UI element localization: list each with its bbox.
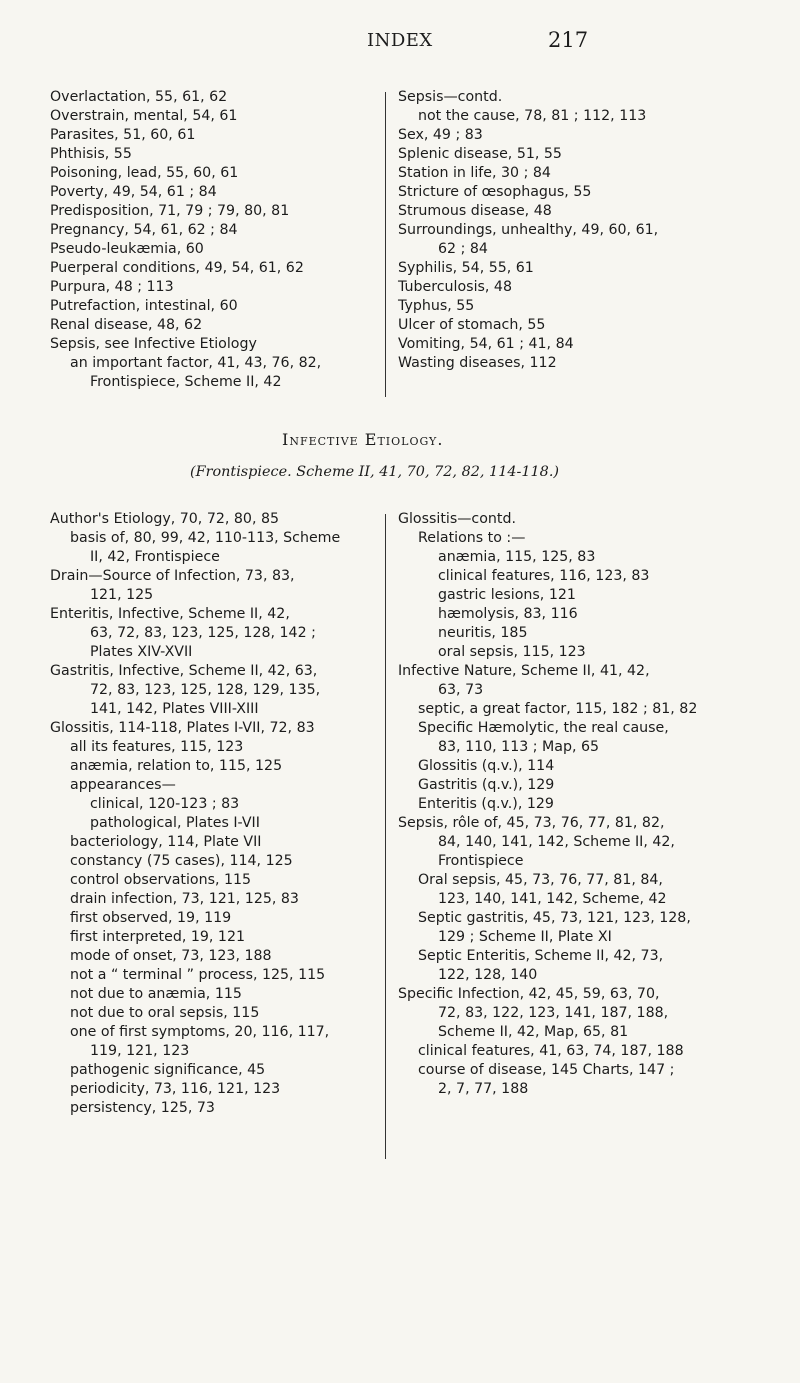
index-entry: Stricture of œsophagus, 55: [398, 184, 592, 200]
index-entry: hæmolysis, 83, 116: [438, 606, 578, 622]
index-entry: Glossitis (q.v.), 114: [418, 758, 555, 774]
index-entry: not due to anæmia, 115: [70, 986, 242, 1002]
index-entry: Typhus, 55: [398, 298, 475, 314]
index-entry: Splenic disease, 51, 55: [398, 146, 562, 162]
index-entry: clinical features, 41, 63, 74, 187, 188: [418, 1043, 684, 1059]
index-entry: Purpura, 48 ; 113: [50, 279, 174, 295]
index-entry: septic, a great factor, 115, 182 ; 81, 82: [418, 701, 698, 717]
index-entry: 123, 140, 141, 142, Scheme, 42: [438, 891, 667, 907]
index-entry: clinical features, 116, 123, 83: [438, 568, 650, 584]
page-header: [0, 28, 800, 58]
index-entry: Infective Nature, Scheme II, 41, 42,: [398, 663, 650, 679]
index-entry: Overlactation, 55, 61, 62: [50, 89, 228, 105]
index-column-top-left: [50, 88, 321, 392]
index-entry: II, 42, Frontispiece: [90, 549, 220, 565]
index-entry: Oral sepsis, 45, 73, 76, 77, 81, 84,: [418, 872, 663, 888]
index-entry: Vomiting, 54, 61 ; 41, 84: [398, 336, 574, 352]
index-entry: Scheme II, 42, Map, 65, 81: [438, 1024, 629, 1040]
section-subheading: (Frontispiece. Scheme II, 41, 70, 72, 82, 114-118.): [190, 464, 560, 480]
index-entry: Strumous disease, 48: [398, 203, 552, 219]
index-entry: Sepsis, see Infective Etiology: [50, 336, 257, 352]
column-divider-top: [385, 92, 386, 397]
index-entry: Wasting diseases, 112: [398, 355, 557, 371]
index-entry: Renal disease, 48, 62: [50, 317, 203, 333]
index-entry: Poverty, 49, 54, 61 ; 84: [50, 184, 217, 200]
index-entry: anæmia, relation to, 115, 125: [70, 758, 283, 774]
index-entry: Gastritis (q.v.), 129: [418, 777, 555, 793]
index-entry: anæmia, 115, 125, 83: [438, 549, 596, 565]
index-entry: pathogenic significance, 45: [70, 1062, 266, 1078]
index-entry: 122, 128, 140: [438, 967, 538, 983]
index-entry: one of first symptoms, 20, 116, 117,: [70, 1024, 330, 1040]
index-entry: an important factor, 41, 43, 76, 82,: [70, 355, 322, 371]
index-entry: Frontispiece, Scheme II, 42: [90, 374, 282, 390]
index-entry: Frontispiece: [438, 853, 524, 869]
index-entry: gastric lesions, 121: [438, 587, 576, 603]
index-entry: Specific Hæmolytic, the real cause,: [418, 720, 669, 736]
index-entry: 83, 110, 113 ; Map, 65: [438, 739, 600, 755]
index-entry: bacteriology, 114, Plate VII: [70, 834, 262, 850]
index-entry: control observations, 115: [70, 872, 252, 888]
index-entry: clinical, 120-123 ; 83: [90, 796, 240, 812]
index-entry: 2, 7, 77, 188: [438, 1081, 529, 1097]
index-entry: Septic Enteritis, Scheme II, 42, 73,: [418, 948, 664, 964]
index-entry: Parasites, 51, 60, 61: [50, 127, 196, 143]
index-entry: constancy (75 cases), 114, 125: [70, 853, 293, 869]
index-entry: first observed, 19, 119: [70, 910, 232, 926]
index-entry: not a “ terminal ” process, 125, 115: [70, 967, 326, 983]
index-entry: oral sepsis, 115, 123: [438, 644, 586, 660]
index-entry: Pseudo-leukæmia, 60: [50, 241, 204, 257]
index-entry: Tuberculosis, 48: [398, 279, 512, 295]
index-entry: appearances—: [70, 777, 176, 793]
index-entry: Glossitis—contd.: [398, 511, 516, 527]
index-entry: Specific Infection, 42, 45, 59, 63, 70,: [398, 986, 660, 1002]
running-title: INDEX: [367, 30, 433, 51]
index-entry: not the cause, 78, 81 ; 112, 113: [418, 108, 647, 124]
index-entry: 72, 83, 122, 123, 141, 187, 188,: [438, 1005, 669, 1021]
index-entry: persistency, 125, 73: [70, 1100, 215, 1116]
page-number: 217: [548, 28, 589, 52]
index-entry: Sepsis—contd.: [398, 89, 503, 105]
index-entry: periodicity, 73, 116, 121, 123: [70, 1081, 281, 1097]
index-entry: all its features, 115, 123: [70, 739, 244, 755]
index-entry: Ulcer of stomach, 55: [398, 317, 546, 333]
index-entry: Pregnancy, 54, 61, 62 ; 84: [50, 222, 238, 238]
index-entry: Sepsis, rôle of, 45, 73, 76, 77, 81, 82,: [398, 815, 665, 831]
index-entry: Plates XIV-XVII: [90, 644, 193, 660]
index-entry: first interpreted, 19, 121: [70, 929, 246, 945]
index-entry: Phthisis, 55: [50, 146, 132, 162]
index-entry: Enteritis (q.v.), 129: [418, 796, 554, 812]
index-entry: Septic gastritis, 45, 73, 121, 123, 128,: [418, 910, 691, 926]
index-entry: Enteritis, Infective, Scheme II, 42,: [50, 606, 290, 622]
index-entry: Putrefaction, intestinal, 60: [50, 298, 238, 314]
index-entry: Overstrain, mental, 54, 61: [50, 108, 238, 124]
index-entry: Sex, 49 ; 83: [398, 127, 483, 143]
index-entry: Surroundings, unhealthy, 49, 60, 61,: [398, 222, 659, 238]
index-entry: neuritis, 185: [438, 625, 528, 641]
index-entry: Glossitis, 114-118, Plates I-VII, 72, 83: [50, 720, 315, 736]
index-entry: 141, 142, Plates VIII-XIII: [90, 701, 259, 717]
index-column-bottom-left: [50, 510, 340, 1118]
index-entry: 63, 72, 83, 123, 125, 128, 142 ;: [90, 625, 316, 641]
index-entry: 119, 121, 123: [90, 1043, 190, 1059]
index-entry: pathological, Plates I-VII: [90, 815, 260, 831]
index-entry: Gastritis, Infective, Scheme II, 42, 63,: [50, 663, 318, 679]
index-entry: not due to oral sepsis, 115: [70, 1005, 260, 1021]
index-entry: basis of, 80, 99, 42, 110-113, Scheme: [70, 530, 341, 546]
index-entry: Drain—Source of Infection, 73, 83,: [50, 568, 295, 584]
index-entry: 129 ; Scheme II, Plate XI: [438, 929, 612, 945]
index-entry: 84, 140, 141, 142, Scheme II, 42,: [438, 834, 675, 850]
index-entry: course of disease, 145 Charts, 147 ;: [418, 1062, 675, 1078]
index-entry: 72, 83, 123, 125, 128, 129, 135,: [90, 682, 321, 698]
index-entry: Station in life, 30 ; 84: [398, 165, 551, 181]
index-entry: Relations to :—: [418, 530, 526, 546]
index-entry: 62 ; 84: [438, 241, 488, 257]
index-entry: mode of onset, 73, 123, 188: [70, 948, 272, 964]
index-column-top-right: [398, 88, 658, 373]
index-entry: Poisoning, lead, 55, 60, 61: [50, 165, 239, 181]
index-entry: Author's Etiology, 70, 72, 80, 85: [50, 511, 280, 527]
index-entry: drain infection, 73, 121, 125, 83: [70, 891, 299, 907]
index-column-bottom-right: [398, 510, 697, 1099]
section-heading: Infective Etiology.: [282, 430, 444, 449]
column-divider-bottom: [385, 514, 386, 1159]
index-entry: Predisposition, 71, 79 ; 79, 80, 81: [50, 203, 290, 219]
index-entry: Syphilis, 54, 55, 61: [398, 260, 534, 276]
index-entry: 121, 125: [90, 587, 154, 603]
index-entry: Puerperal conditions, 49, 54, 61, 62: [50, 260, 304, 276]
index-entry: 63, 73: [438, 682, 484, 698]
